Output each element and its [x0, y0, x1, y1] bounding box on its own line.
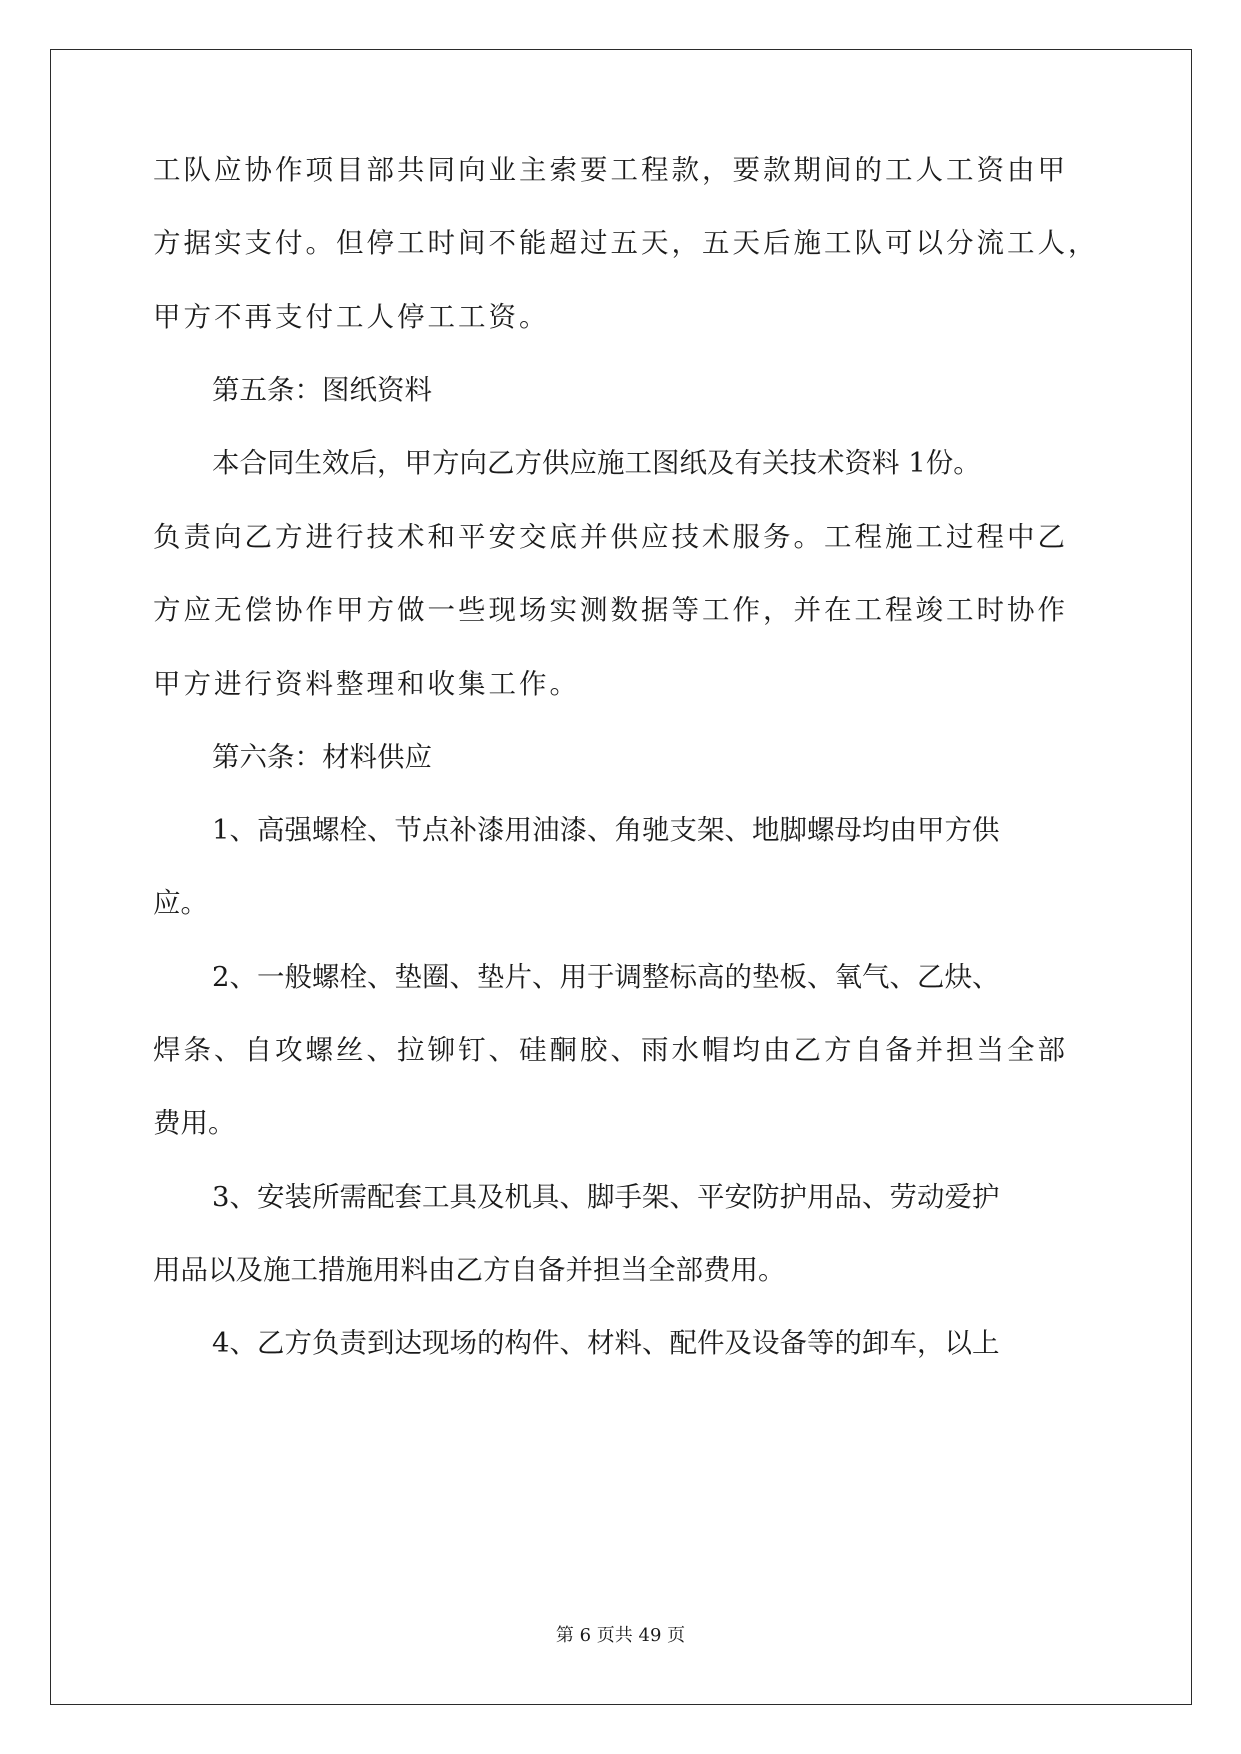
list-item-line: 1、高强螺栓、节点补漆用油漆、角驰支架、地脚螺母均由甲方供	[212, 814, 1000, 846]
list-item-line: 费用。	[153, 1107, 236, 1139]
body-line: 本合同生效后，甲方向乙方供应施工图纸及有关技术资料 1份。	[212, 447, 981, 479]
section-heading: 第六条：材料供应	[212, 741, 432, 773]
list-item-line: 3、安装所需配套工具及机具、脚手架、平安防护用品、劳动爱护	[212, 1181, 1000, 1213]
page-total: 共 49 页	[614, 1625, 686, 1646]
section-heading: 第五条：图纸资料	[212, 374, 432, 406]
list-item-line: 2、一般螺栓、垫圈、垫片、用于调整标高的垫板、氧气、乙炔、	[212, 961, 1000, 993]
body-line: 甲方不再支付工人停工工资。	[153, 301, 550, 333]
body-line: 负责向乙方进行技术和平安交底并供应技术服务。工程施工过程中乙	[153, 521, 1068, 553]
body-line: 工队应协作项目部共同向业主索要工程款，要款期间的工人工资由甲	[153, 154, 1068, 186]
body-line: 方据实支付。但停工时间不能超过五天，五天后施工队可以分流工人，	[153, 227, 1099, 259]
page-number: 第 6 页	[555, 1625, 615, 1646]
list-item-line: 用品以及施工措施用料由乙方自备并担当全部费用。	[153, 1254, 786, 1286]
list-item-line: 4、乙方负责到达现场的构件、材料、配件及设备等的卸车，以上	[212, 1327, 1000, 1359]
list-item-line: 应。	[153, 887, 208, 919]
page-footer	[0, 1621, 1241, 1647]
list-item-line: 焊条、自攻螺丝、拉铆钉、硅酮胶、雨水帽均由乙方自备并担当全部	[153, 1034, 1068, 1066]
body-line: 甲方进行资料整理和收集工作。	[153, 668, 580, 700]
body-line: 方应无偿协作甲方做一些现场实测数据等工作，并在工程竣工时协作	[153, 594, 1068, 626]
